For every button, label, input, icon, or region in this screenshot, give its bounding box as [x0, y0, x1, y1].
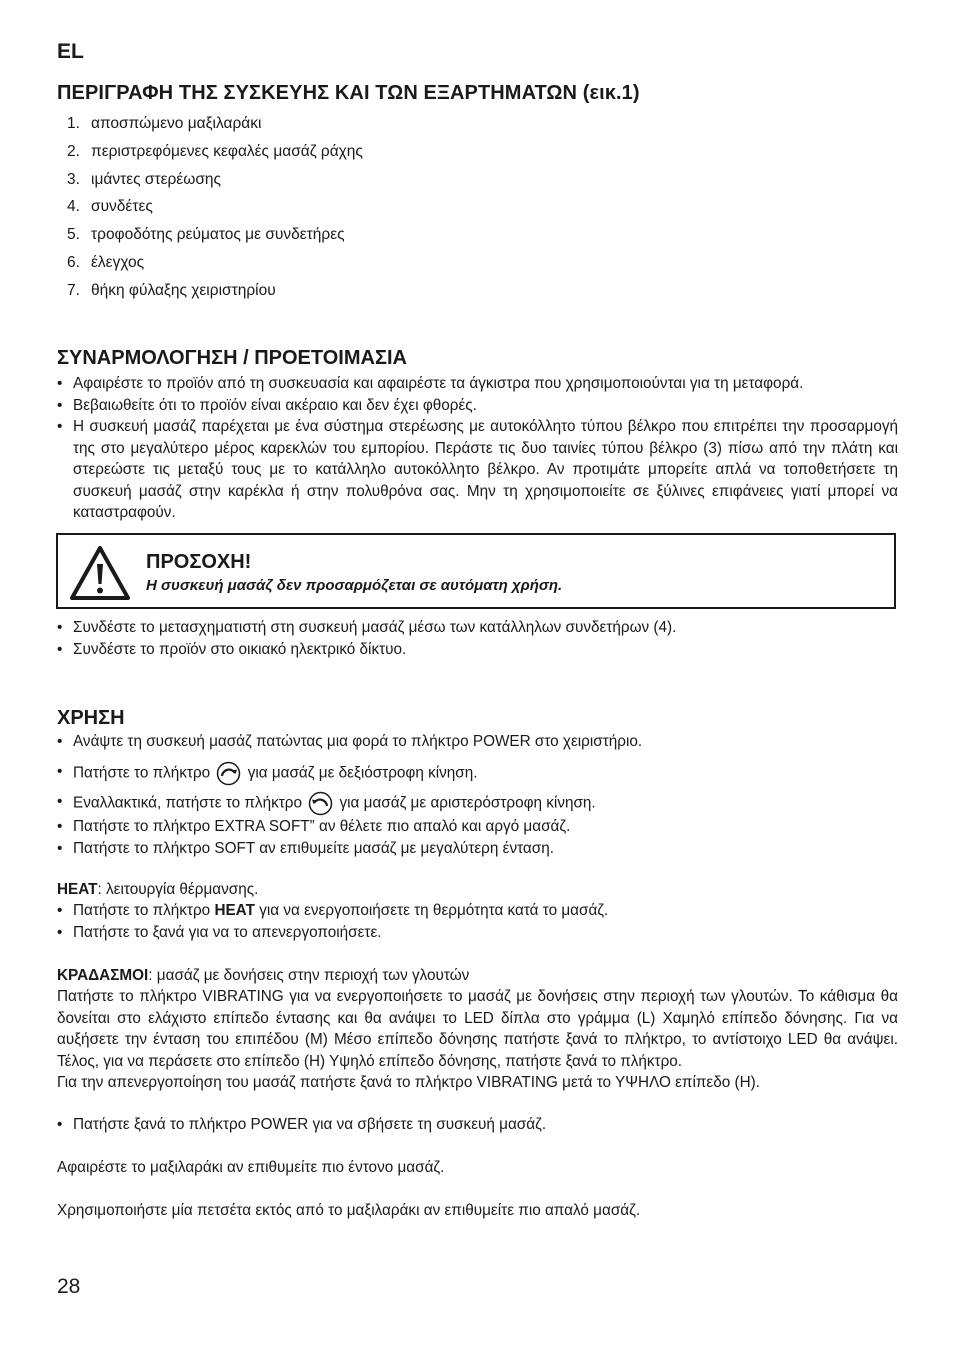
- list-item: • Πατήστε το ξανά για να το απενεργοποιήσετε.: [57, 923, 382, 941]
- list-item: • Αφαιρέστε το προϊόν από τη συσκευασία και αφαιρέστε τα άγκιστρα που χρησιμοποιούνται για τη μεταφορά.: [57, 375, 804, 392]
- usage-bullets-3: [57, 791, 898, 859]
- language-code: EL: [57, 40, 84, 63]
- list-item: • Πατήστε το πλήκτρο SOFT αν επιθυμείτε μασάζ με μεγαλύτερη ένταση.: [57, 839, 554, 857]
- vibration-off-paragraph: Για την απενεργοποίηση του μασάζ πατήστε ξανά το πλήκτρο VIBRATING μετά το ΥΨΗΛΟ επίπεδο (H).: [57, 1074, 761, 1091]
- section-title-description: ΠΕΡΙΓΡΑΦΗ ΤΗΣ ΣΥΣΚΕΥΗΣ ΚΑΙ ΤΩΝ ΕΞΑΡΤΗΜΑΤΩΝ (εικ.1): [57, 82, 640, 104]
- list-item: • Συνδέστε το μετασχηματιστή στη συσκευή μασάζ μέσω των κατάλληλων συνδετήρων (4).: [57, 619, 677, 636]
- list-item: • Ανάψτε τη συσκευή μασάζ πατώντας μια φορά το πλήκτρο POWER στο χειριστήριο.: [57, 733, 643, 750]
- list-item: 3. ιμάντες στερέωσης: [67, 170, 221, 188]
- warning-title: ΠΡΟΣΟΧΗ!: [146, 551, 252, 573]
- power-off-bullets: [57, 1114, 898, 1136]
- list-item: • Η συσκευή μασάζ παρέχεται με ένα σύστημα στερέωσης με αυτοκόλλητο τύπου βέλκρο που επιτρέπει την προσαρμογή της στο μεγαλύτερο μέρος καρεκλών του εμπορίου. Περάστε τις δυο ταινίες τύπου βέλκρο (3) πίσω από την πλάτη και στερεώστε τις μεταξύ τους με το κατάλληλο αυτοκόλλητο βέλκρο. Αν προτιμάτε μπορείτε απλά να τοποθετήσετε τη συσκευή μασάζ στην καρέκλα ή στην πολυθρόνα σας. Μην τη χρησιμοποιείτε σε ξύλινες επιφάνειες γιατί μπορεί να καταστραφούν.: [57, 418, 898, 521]
- warning-text: Η συσκευή μασάζ δεν προσαρμόζεται σε αυτόματη χρήση.: [146, 577, 563, 594]
- list-item: 2. περιστρεφόμενες κεφαλές μασάζ ράχης: [67, 142, 363, 160]
- page-number: 28: [57, 1275, 81, 1298]
- connection-bullets: [57, 617, 898, 660]
- list-item: • Βεβαιωθείτε ότι το προϊόν είναι ακέραιο και δεν έχει φθορές.: [57, 396, 477, 414]
- usage-bullets-2: [57, 761, 898, 786]
- list-item: 4. συνδέτες: [67, 198, 153, 216]
- parts-list: [67, 112, 363, 307]
- list-item: • Συνδέστε το προϊόν στο οικιακό ηλεκτρικό δίκτυο.: [57, 640, 407, 658]
- list-item: 7. θήκη φύλαξης χειριστηρίου: [67, 281, 276, 299]
- list-item: • Εναλλακτικά, πατήστε το πλήκτρο για μασάζ με αριστερόστροφη κίνηση.: [57, 791, 898, 816]
- list-item: 6. έλεγχος: [67, 253, 145, 271]
- section-title-usage: ΧΡΗΣΗ: [57, 707, 125, 729]
- assembly-bullets: [57, 373, 898, 524]
- heat-heading: HEAT: λειτουργία θέρμανσης.: [57, 881, 259, 898]
- section-title-assembly: ΣΥΝΑΡΜΟΛΟΓΗΣΗ / ΠΡΟΕΤΟΙΜΑΣΙΑ: [57, 347, 407, 369]
- list-item: • Πατήστε το πλήκτρο EXTRA SOFT” αν θέλετε πιο απαλό και αργό μασάζ.: [57, 818, 571, 835]
- list-item: • Πατήστε το πλήκτρο HEAT για να ενεργοποιήσετε τη θερμότητα κατά το μασάζ.: [57, 902, 609, 919]
- tip-paragraph: Χρησιμοποιήστε μία πετσέτα εκτός από το μαξιλαράκι αν επιθυμείτε πιο απαλό μασάζ.: [57, 1202, 641, 1219]
- usage-bullets-1: [57, 731, 898, 753]
- list-item: 1. αποσπώμενο μαξιλαράκι: [67, 115, 262, 132]
- heat-bullets: [57, 900, 898, 943]
- warning-triangle-icon: [68, 544, 132, 602]
- warning-box: [56, 533, 896, 609]
- counterclockwise-rotation-icon: [308, 791, 333, 816]
- list-item: • Πατήστε ξανά το πλήκτρο POWER για να σβήσετε τη συσκευή μασάζ.: [57, 1116, 547, 1133]
- list-item: 5. τροφοδότης ρεύματος με συνδετήρες: [67, 226, 345, 244]
- vibration-heading: ΚΡΑΔΑΣΜΟΙ: μασάζ με δονήσεις στην περιοχή των γλουτών: [57, 967, 470, 984]
- vibration-paragraph: Πατήστε το πλήκτρο VIBRATING για να ενεργοποιήσετε το μασάζ με δονήσεις στην περιοχή των γλουτών. Το κάθισμα θα δονείται στο ελάχιστο επίπεδο έντασης και θα ανάψει το LED δίπλα στο γράμμα (L) Χαμηλό επίπεδο δόνησης. Για να αυξήσετε την ένταση του επιπέδου (M) Μέσο επίπεδο δόνησης πατήστε ξανά το πλήκτρο, το αντίστοιχο LED θα ανάψει. Τέλος, για να περάσετε στο επίπεδο (H) Υψηλό επίπεδο δόνησης, πατήστε ξανά το πλήκτρο.: [57, 988, 898, 1070]
- tip-paragraph: Αφαιρέστε το μαξιλαράκι αν επιθυμείτε πιο έντονο μασάζ.: [57, 1159, 445, 1176]
- clockwise-rotation-icon: [216, 761, 241, 786]
- list-item: • Πατήστε το πλήκτρο για μασάζ με δεξιόστροφη κίνηση.: [57, 761, 898, 786]
